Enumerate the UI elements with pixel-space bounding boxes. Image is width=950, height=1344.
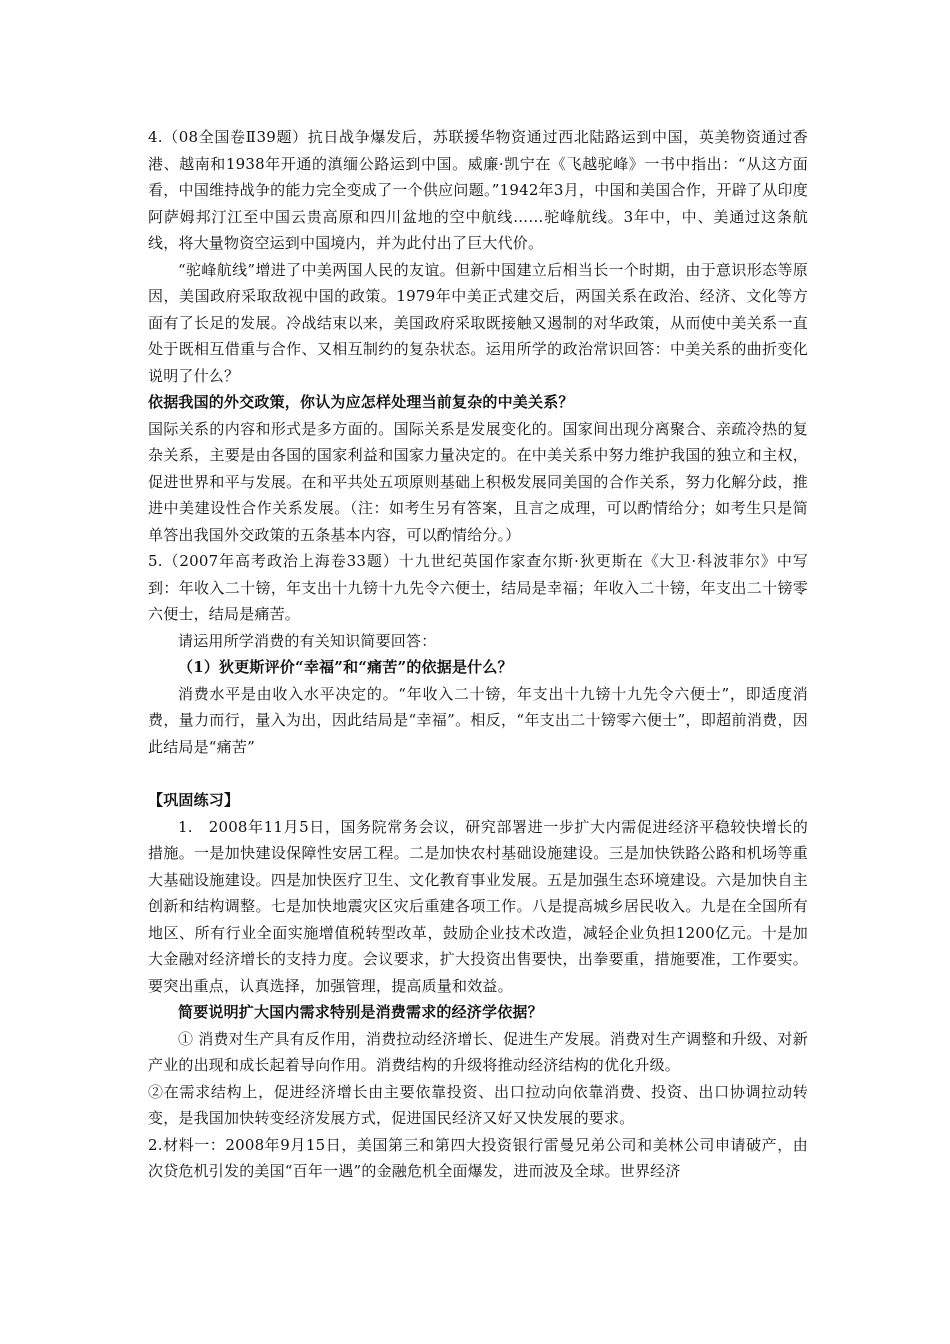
document-page — [148, 124, 808, 1185]
section-spacer — [148, 760, 808, 787]
q5-question: （1）狄更斯评价“幸福”和“痛苦”的依据是什么？ — [178, 658, 513, 676]
q5-prompt: 请运用所学消费的有关知识简要回答： — [178, 631, 437, 650]
practice-q1-stem: 1. 2008年11月5日，国务院常务会议，研究部署进一步扩大内需促进经济平稳较快增长的措施。一是加快建设保障性安居工程。二是加快农村基础设施建设。三是加快铁路公路和机场等重大基础设施建设。四是加快医疗卫生、文化教育事业发展。五是加强生态环境建设。六是加快自主创新和结构调整。七是加快地震灾区灾后重建各项工作。八是提高城乡居民收入。九是在全国所有地区、所有行业全面实施增值税转型改革，鼓励企业技术改造，减轻企业负担1200亿元。十是加大金融对经济增长的支持力度。会议要求，扩大投资出售要快，出拳要重，措施要准，工作要实。要突出重点，认真选择，加强管理，提高质量和效益。 — [148, 817, 808, 995]
q4-answer: 国际关系的内容和形式是多方面的。国际关系是发展变化的。国家间出现分离聚合、亲疏冷热的复杂关系，主要是由各国的国家利益和国家力量决定的。在中美关系中努力维护我国的独立和主权，促进世界和平与发展。在和平共处五项原则基础上积极发展同美国的合作关系，努力化解分歧，推进中美建设性合作关系发展。（注：如考生另有答案，且言之成理，可以酌情给分；如考生只是简单答出我国外交政策的五条基本内容，可以酌情给分。） — [148, 419, 808, 544]
practice-q1-answer-1: ① 消费对生产具有反作用，消费拉动经济增长、促进生产发展。消费对生产调整和升级、对新产业的出现和成长起着导向作用。消费结构的升级将推动经济结构的优化升级。 — [148, 1029, 808, 1074]
q4-question: 依据我国的外交政策，你认为应怎样处理当前复杂的中美关系？ — [148, 393, 574, 411]
practice-q1-answer-2: ②在需求结构上，促进经济增长由主要依靠投资、出口拉动向依靠消费、投资、出口协调拉动转变，是我国加快转变经济发展方式，促进国民经济又好又快发展的要求。 — [148, 1082, 808, 1127]
q4-stem: 4.（08全国卷Ⅱ39题）抗日战争爆发后，苏联援华物资通过西北陆路运到中国，英美物资通过香港、越南和1938年开通的滇缅公路运到中国。威廉·凯宁在《飞越驼峰》一书中指出：“从这方面看，中国维持战争的能力完全变成了一个供应问题。”1942年3月，中国和美国合作，开辟了从印度阿萨姆邦汀江至中国云贵高原和四川盆地的空中航线……驼峰航线。3年中，中、美通过这条航线，将大量物资空运到中国境内，并为此付出了巨大代价。 — [148, 128, 808, 252]
practice-heading: 【巩固练习】 — [148, 791, 240, 809]
practice-q1-question: 简要说明扩大国内需求特别是消费需求的经济学依据？ — [178, 1003, 543, 1021]
practice-q2-stem: 2.材料一：2008年9月15日，美国第三和第四大投资银行雷曼兄弟公司和美林公司申请破产，由次贷危机引发的美国“百年一遇”的金融危机全面爆发，进而波及全球。世界经济 — [148, 1135, 808, 1180]
q5-stem: 5.（2007年高考政治上海卷33题）十九世纪英国作家查尔斯·狄更斯在《大卫·科波菲尔》中写到：年收入二十镑，年支出十九镑十九先令六便士，结局是幸福；年收入二十镑，年支出二十镑零六便士，结局是痛苦。 — [148, 552, 808, 623]
q5-answer: 消费水平是由收入水平决定的。“年收入二十镑，年支出十九镑十九先令六便士”，即适度消费，量力而行，量入为出，因此结局是“幸福”。相反，“年支出二十镑零六便士”，即超前消费，因此结局是“痛苦” — [148, 684, 808, 756]
q4-material: “驼峰航线”增进了中美两国人民的友谊。但新中国建立后相当长一个时期，由于意识形态等原因，美国政府采取敌视中国的政策。1979年中美正式建交后，两国关系在政治、经济、文化等方面有了长足的发展。冷战结束以来，美国政府采取既接触又遏制的对华政策，从而使中美关系一直处于既相互借重与合作、又相互制约的复杂状态。运用所学的政治常识回答：中美关系的曲折变化说明了什么？ — [148, 260, 808, 385]
